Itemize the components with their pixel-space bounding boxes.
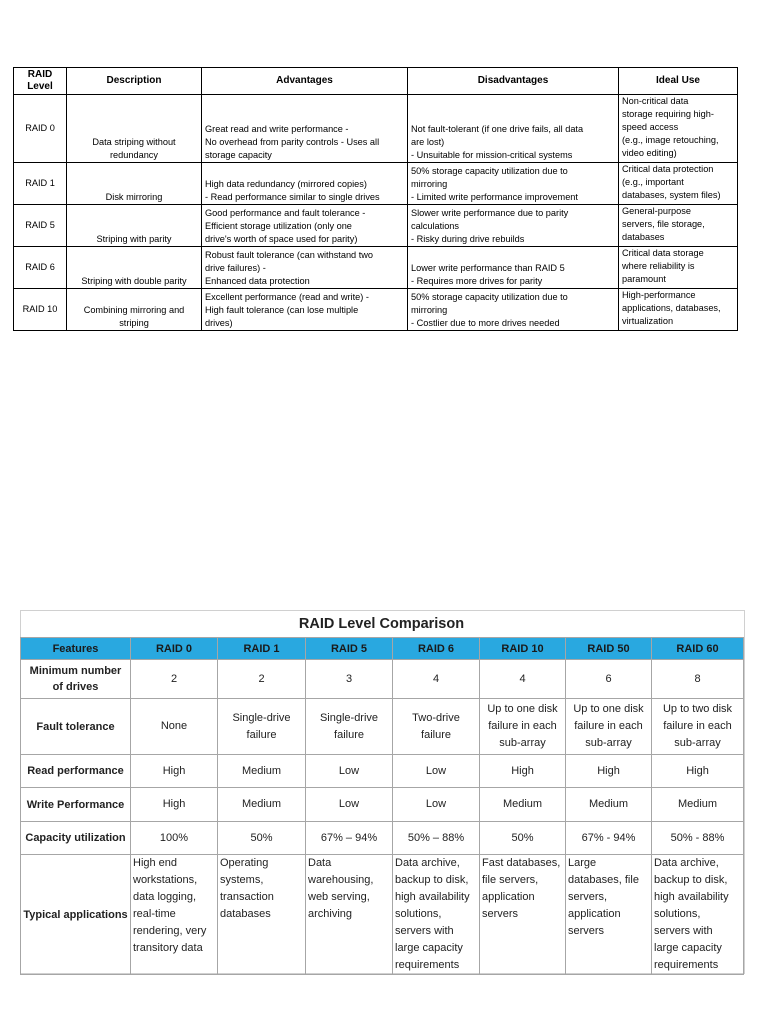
cell-line: (e.g., important xyxy=(622,177,684,187)
header-raid-level: RAID Level xyxy=(14,68,67,95)
cell-line: None xyxy=(160,720,188,732)
comparison-value-cell xyxy=(566,855,652,975)
comparison-value-cell xyxy=(131,699,218,755)
comparison-value-cell xyxy=(218,822,306,855)
cell-line: speed access xyxy=(622,122,679,132)
raid-level-cell: RAID 6 xyxy=(14,247,67,289)
cell-line: sub-array xyxy=(674,737,721,749)
cell-line: servers xyxy=(568,925,605,937)
cell-line: Large xyxy=(568,857,597,869)
comparison-value-cell xyxy=(652,755,744,788)
cell-line: transaction xyxy=(220,891,274,903)
cell-line: 4 xyxy=(519,672,526,685)
cell-line: - Requires more drives for parity xyxy=(411,276,543,286)
cell-line: Slower write performance due to parity xyxy=(411,208,569,218)
raid-level-cell: RAID 10 xyxy=(14,289,67,331)
cell-line: Striping with parity xyxy=(96,234,172,244)
cell-line: Excellent performance (read and write) - xyxy=(205,292,369,302)
cell-line: Great read and write performance - xyxy=(205,124,349,134)
comparison-header-cell: RAID 10 xyxy=(480,638,566,660)
cell-line: large capacity xyxy=(654,942,722,954)
cell-line: applications, databases, xyxy=(622,303,721,313)
cell-line: transitory data xyxy=(133,942,203,954)
cell-line: High xyxy=(162,764,186,777)
cell-line: web serving, xyxy=(308,891,370,903)
ideal-use-cell xyxy=(619,95,738,163)
comparison-value-cell xyxy=(131,822,218,855)
cell-line: Medium xyxy=(502,798,543,810)
comparison-value-cell xyxy=(306,660,393,699)
cell-line: failure xyxy=(334,728,364,741)
header-description: Description xyxy=(67,68,202,95)
cell-line: large capacity xyxy=(395,942,463,954)
cell-line: failure xyxy=(421,728,451,741)
feature-label-cell xyxy=(21,660,131,699)
cell-line: requirements xyxy=(395,959,460,971)
cell-line: Efficient storage utilization (only one xyxy=(205,221,352,231)
header-disadvantages: Disadvantages xyxy=(408,68,619,95)
comparison-value-cell xyxy=(306,788,393,822)
comparison-value-cell xyxy=(652,660,744,699)
cell-line: archiving xyxy=(308,908,353,920)
cell-line: High fault tolerance (can lose multiple xyxy=(205,305,359,315)
comparison-header-cell: Features xyxy=(21,638,131,660)
cell-line: where reliability is xyxy=(622,261,695,271)
comparison-value-cell xyxy=(393,699,480,755)
cell-line: High xyxy=(511,764,534,777)
cell-line: solutions, xyxy=(654,908,701,920)
description-cell xyxy=(67,205,202,247)
cell-line: Critical data protection xyxy=(622,164,714,174)
cell-line: application xyxy=(482,891,535,903)
cell-line: Up to two disk xyxy=(662,703,733,715)
comparison-value-cell xyxy=(131,788,218,822)
cell-line: 50% storage capacity utilization due to xyxy=(411,166,568,176)
comparison-value-cell xyxy=(480,822,566,855)
cell-line: Not fault-tolerant (if one drive fails, all data xyxy=(411,124,584,134)
comparison-row xyxy=(21,822,744,855)
comparison-header-cell: RAID 5 xyxy=(306,638,393,660)
cell-line: real-time xyxy=(133,908,176,920)
comparison-header-cell: RAID 0 xyxy=(131,638,218,660)
cell-line: 8 xyxy=(694,672,701,685)
description-cell xyxy=(67,163,202,205)
cell-line: 2 xyxy=(170,672,178,685)
cell-line: video editing) xyxy=(622,148,677,158)
cell-line: redundancy xyxy=(109,150,158,160)
description-cell xyxy=(67,95,202,163)
cell-line: Medium xyxy=(588,798,629,810)
raid-level-cell: RAID 5 xyxy=(14,205,67,247)
cell-line: General-purpose xyxy=(622,206,691,216)
cell-line: high availability xyxy=(654,891,729,903)
cell-line: databases xyxy=(622,232,665,242)
cell-line: Data xyxy=(308,857,332,869)
cell-line: mirroring xyxy=(411,179,448,189)
cell-line: High data redundancy (mirrored copies) xyxy=(205,179,367,189)
cell-line: databases, file xyxy=(568,874,639,886)
cell-line: servers with xyxy=(654,925,713,937)
cell-line: 3 xyxy=(345,672,353,685)
cell-line: sub-array xyxy=(585,737,632,749)
comparison-title: RAID Level Comparison xyxy=(298,616,465,632)
comparison-value-cell xyxy=(480,855,566,975)
cell-line: Critical data storage xyxy=(622,248,704,258)
comparison-header-row xyxy=(21,638,744,660)
cell-line: Capacity utilization xyxy=(25,832,126,844)
cell-line: 6 xyxy=(605,672,612,685)
cell-line: 50% – 88% xyxy=(407,831,465,844)
cell-line: Fault tolerance xyxy=(36,720,115,733)
table-row xyxy=(14,289,738,331)
cell-line: backup to disk, xyxy=(654,874,728,886)
comparison-value-cell xyxy=(652,822,744,855)
comparison-header-cell: RAID 50 xyxy=(566,638,652,660)
cell-line: application xyxy=(568,908,621,920)
cell-line: sub-array xyxy=(499,737,546,749)
cell-line: solutions, xyxy=(395,908,442,920)
table-header-row xyxy=(14,68,738,95)
cell-line: Up to one disk xyxy=(487,703,558,715)
cell-line: servers, xyxy=(568,891,608,903)
raid-levels-table xyxy=(13,67,738,331)
raid-level-cell: RAID 0 xyxy=(14,95,67,163)
header-advantages: Advantages xyxy=(202,68,408,95)
ideal-use-cell xyxy=(619,205,738,247)
cell-line: Enhanced data protection xyxy=(205,276,310,286)
comparison-header-cell: RAID 60 xyxy=(652,638,744,660)
cell-line: Robust fault tolerance (can withstand two xyxy=(205,250,374,260)
cell-line: High end xyxy=(133,857,178,869)
cell-line: servers, file storage, xyxy=(622,219,705,229)
comparison-value-cell xyxy=(393,660,480,699)
cell-line: workstations, xyxy=(133,874,198,886)
cell-line: Medium xyxy=(241,798,282,810)
cell-line: Good performance and fault tolerance - xyxy=(205,208,366,218)
cell-line: Medium xyxy=(677,798,718,810)
comparison-value-cell xyxy=(393,755,480,788)
cell-line: servers with xyxy=(395,925,454,937)
cell-line: Minimum number xyxy=(29,665,122,677)
cell-line: rendering, very xyxy=(133,925,207,937)
cell-line: 67% – 94% xyxy=(320,831,378,844)
cell-line: file servers, xyxy=(482,874,539,886)
feature-label-cell xyxy=(21,855,131,975)
advantages-cell xyxy=(202,289,408,331)
cell-line: Single-drive xyxy=(319,711,379,724)
cell-line: paramount xyxy=(622,274,666,284)
cell-line: Data striping without xyxy=(92,137,176,147)
feature-label-cell xyxy=(21,822,131,855)
ideal-use-cell xyxy=(619,247,738,289)
ideal-use-cell xyxy=(619,289,738,331)
cell-line: drive's worth of space used for parity) xyxy=(205,234,358,244)
comparison-row xyxy=(21,788,744,822)
cell-line: high availability xyxy=(395,891,470,903)
comparison-value-cell xyxy=(652,855,744,975)
comparison-value-cell xyxy=(566,699,652,755)
feature-label-cell xyxy=(21,755,131,788)
advantages-cell xyxy=(202,163,408,205)
comparison-value-cell xyxy=(131,855,218,975)
comparison-value-cell xyxy=(218,699,306,755)
disadvantages-cell xyxy=(408,205,619,247)
comparison-value-cell xyxy=(480,755,566,788)
cell-line: requirements xyxy=(654,959,719,971)
comparison-value-cell xyxy=(652,788,744,822)
cell-line: High-performance xyxy=(622,290,696,300)
cell-line: storage capacity xyxy=(205,150,272,160)
cell-line: Two-drive xyxy=(412,711,460,724)
cell-line: (e.g., image retouching, xyxy=(622,135,719,145)
cell-line: databases xyxy=(220,908,271,920)
comparison-row xyxy=(21,755,744,788)
cell-line: High xyxy=(597,764,620,777)
cell-line: Typical applications xyxy=(23,908,128,921)
cell-line: backup to disk, xyxy=(395,874,469,886)
comparison-value-cell xyxy=(131,755,218,788)
comparison-value-cell xyxy=(566,822,652,855)
header-ideal-use: Ideal Use xyxy=(619,68,738,95)
table-row xyxy=(14,95,738,163)
feature-label-cell xyxy=(21,788,131,822)
cell-line: - Limited write performance improvement xyxy=(411,192,578,202)
table-row xyxy=(14,205,738,247)
comparison-value-cell xyxy=(306,755,393,788)
cell-line: databases, system files) xyxy=(622,190,721,200)
description-cell xyxy=(67,247,202,289)
cell-line: Non-critical data xyxy=(622,96,689,106)
comparison-value-cell xyxy=(566,660,652,699)
raid-level-cell: RAID 1 xyxy=(14,163,67,205)
cell-line: Medium xyxy=(241,764,282,777)
cell-line: Low xyxy=(425,798,447,810)
feature-label-cell xyxy=(21,699,131,755)
comparison-value-cell xyxy=(566,755,652,788)
comparison-value-cell xyxy=(131,660,218,699)
comparison-value-cell xyxy=(652,699,744,755)
cell-line: failure xyxy=(246,728,277,741)
cell-line: mirroring xyxy=(411,305,448,315)
comparison-value-cell xyxy=(393,822,480,855)
comparison-value-cell xyxy=(218,755,306,788)
cell-line: storage requiring high- xyxy=(622,109,714,119)
description-cell xyxy=(67,289,202,331)
cell-line: - Costlier due to more drives needed xyxy=(411,318,560,328)
cell-line: 2 xyxy=(258,672,265,685)
comparison-value-cell xyxy=(480,660,566,699)
comparison-header-cell: RAID 1 xyxy=(218,638,306,660)
cell-line: Low xyxy=(338,798,360,810)
advantages-cell xyxy=(202,247,408,289)
cell-line: Data archive, xyxy=(395,857,460,869)
cell-line: High xyxy=(686,764,709,777)
advantages-cell xyxy=(202,205,408,247)
cell-line: failure in each xyxy=(574,720,643,732)
raid-comparison-table xyxy=(20,637,744,975)
comparison-value-cell xyxy=(218,855,306,975)
cell-line: of drives xyxy=(52,681,99,693)
cell-line: calculations xyxy=(411,221,460,231)
cell-line: systems, xyxy=(220,874,264,886)
cell-line: data logging, xyxy=(133,891,196,903)
cell-line: Low xyxy=(425,764,447,777)
cell-line: - Risky during drive rebuilds xyxy=(411,234,525,244)
comparison-header-cell: RAID 6 xyxy=(393,638,480,660)
cell-line: 50% storage capacity utilization due to xyxy=(411,292,568,302)
ideal-use-cell xyxy=(619,163,738,205)
cell-line: failure in each xyxy=(488,720,557,732)
disadvantages-cell xyxy=(408,95,619,163)
cell-line: servers xyxy=(482,908,519,920)
cell-line: Write Performance xyxy=(26,798,125,811)
cell-line: Striping with double parity xyxy=(81,276,187,286)
comparison-value-cell xyxy=(306,822,393,855)
cell-line: striping xyxy=(119,318,149,328)
comparison-value-cell xyxy=(306,855,393,975)
table-row xyxy=(14,247,738,289)
comparison-value-cell xyxy=(480,788,566,822)
cell-line: Up to one disk xyxy=(573,703,644,715)
cell-line: Disk mirroring xyxy=(105,192,163,202)
advantages-cell xyxy=(202,95,408,163)
comparison-row xyxy=(21,660,744,699)
cell-line: are lost) xyxy=(411,137,445,147)
comparison-value-cell xyxy=(393,788,480,822)
cell-line: Lower write performance than RAID 5 xyxy=(411,263,565,273)
cell-line: 50% xyxy=(250,831,273,844)
cell-line: Read performance xyxy=(27,765,124,777)
cell-line: No overhead from parity controls - Uses all xyxy=(205,137,380,147)
cell-line: 50% - 88% xyxy=(670,831,725,844)
disadvantages-cell xyxy=(408,289,619,331)
comparison-value-cell xyxy=(393,855,480,975)
cell-line: warehousing, xyxy=(308,874,374,886)
cell-line: Fast databases, xyxy=(482,857,561,869)
cell-line: drive failures) - xyxy=(205,263,266,273)
cell-line: failure in each xyxy=(663,720,732,732)
cell-line: Combining mirroring and xyxy=(83,305,185,315)
cell-line: 67% - 94% xyxy=(581,831,636,844)
comparison-value-cell xyxy=(218,660,306,699)
cell-line: 50% xyxy=(511,831,534,844)
cell-line: - Unsuitable for mission-critical systems xyxy=(411,150,573,160)
comparison-value-cell xyxy=(218,788,306,822)
cell-line: Single-drive xyxy=(232,711,291,724)
comparison-value-cell xyxy=(306,699,393,755)
cell-line: - Read performance similar to single drives xyxy=(205,192,380,202)
cell-line: High xyxy=(162,798,186,810)
comparison-value-cell xyxy=(480,699,566,755)
disadvantages-cell xyxy=(408,247,619,289)
cell-line: drives) xyxy=(205,318,233,328)
cell-line: 100% xyxy=(159,831,189,844)
cell-line: 4 xyxy=(432,672,440,685)
cell-line: virtualization xyxy=(622,316,674,326)
comparison-row xyxy=(21,699,744,755)
disadvantages-cell xyxy=(408,163,619,205)
table-row xyxy=(14,163,738,205)
cell-line: Data archive, xyxy=(654,857,719,869)
cell-line: Operating xyxy=(220,857,269,869)
cell-line: Low xyxy=(338,764,360,777)
comparison-row xyxy=(21,855,744,975)
comparison-value-cell xyxy=(566,788,652,822)
